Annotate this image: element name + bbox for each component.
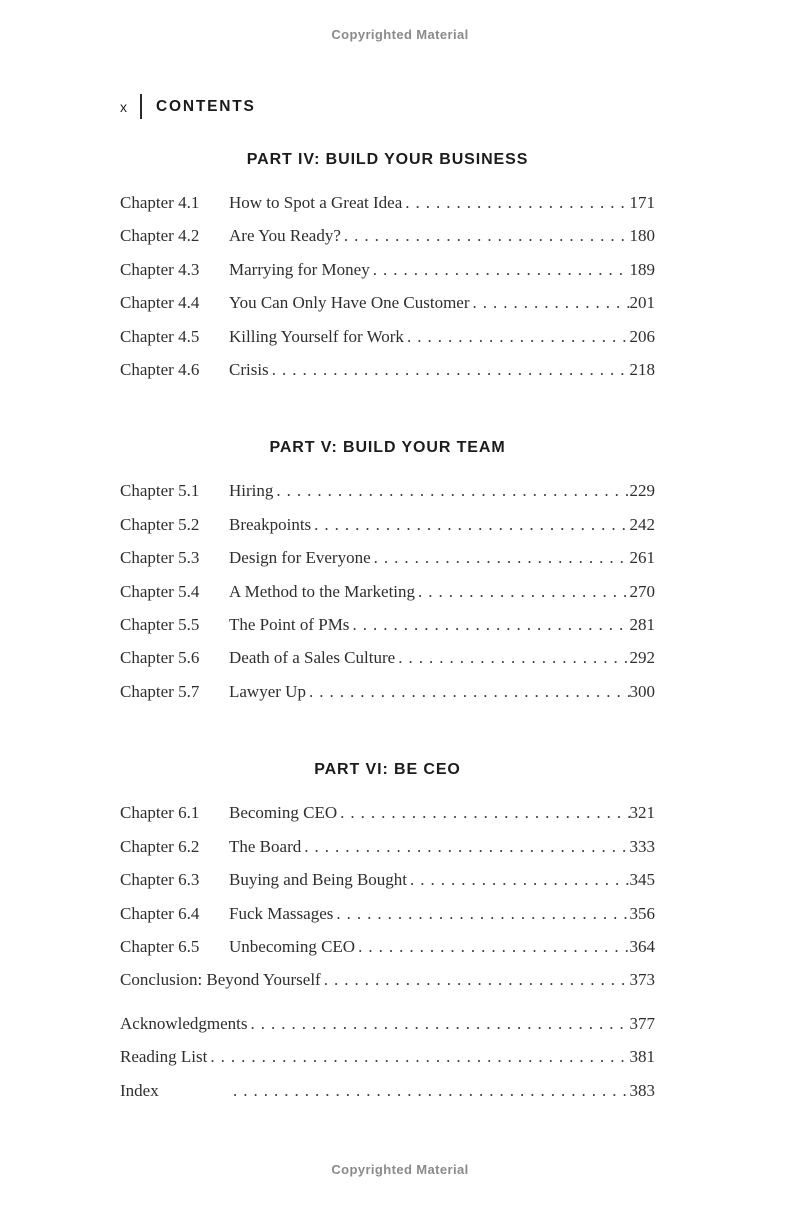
chapter-label: Chapter 6.1 — [120, 803, 200, 823]
chapter-label: Chapter 6.5 — [120, 936, 200, 956]
chapter-title: Lawyer Up — [229, 681, 306, 701]
toc-row — [120, 253, 655, 286]
toc-row — [120, 863, 655, 896]
chapter-title: You Can Only Have One Customer — [229, 293, 470, 313]
page-number: 242 — [629, 514, 655, 534]
chapter-title: How to Spot a Great Idea — [229, 193, 403, 212]
copyright-notice-top: Copyrighted Material — [331, 27, 469, 42]
toc-row — [120, 575, 655, 608]
page-number: 300 — [629, 681, 655, 701]
toc-back-matter — [120, 1007, 655, 1107]
dot-leader — [321, 963, 630, 996]
chapter-label: Chapter 5.2 — [120, 514, 200, 534]
table-of-contents — [120, 150, 655, 1107]
page-number: 381 — [629, 1047, 655, 1067]
toc-row — [120, 541, 655, 574]
chapter-label: Chapter 4.4 — [120, 293, 200, 313]
toc-row — [120, 186, 655, 219]
chapter-title: Fuck Massages — [229, 903, 334, 923]
chapter-title: The Point of PMs — [229, 615, 350, 635]
chapter-title: Death of a Sales Culture — [229, 648, 396, 668]
dot-leader — [301, 830, 629, 863]
backmatter-title: Reading List — [120, 1047, 208, 1067]
chapter-title: Unbecoming CEO — [229, 936, 356, 956]
page-number: 171 — [629, 193, 655, 212]
page-number: 377 — [629, 1013, 655, 1033]
copyright-notice-bottom: Copyrighted Material — [331, 1162, 469, 1177]
toc-row — [120, 1040, 655, 1073]
chapter-label: Chapter 5.6 — [120, 648, 200, 668]
backmatter-title: Acknowledgments — [120, 1013, 248, 1033]
chapter-title: Are You Ready? — [229, 226, 341, 246]
page-number: 229 — [629, 481, 655, 501]
page-number: 189 — [629, 259, 655, 279]
chapter-title: Marrying for Money — [229, 259, 370, 279]
toc-row — [120, 474, 655, 507]
page-number: 356 — [629, 903, 655, 923]
toc-row — [120, 1007, 655, 1040]
toc-row — [120, 320, 655, 353]
dot-leader — [415, 575, 629, 608]
chapter-label: Chapter 4.3 — [120, 259, 200, 279]
chapter-label: Chapter 6.3 — [120, 870, 200, 890]
chapter-label: Chapter 6.2 — [120, 836, 200, 856]
dot-leader — [337, 796, 629, 829]
chapter-label: Chapter 5.1 — [120, 481, 200, 501]
toc-row — [120, 897, 655, 930]
toc-row — [120, 796, 655, 829]
dot-leader — [395, 641, 629, 674]
page-number: 345 — [629, 870, 655, 890]
chapter-label: Chapter 5.3 — [120, 548, 200, 568]
dot-leader — [355, 930, 629, 963]
dot-leader — [273, 474, 629, 507]
dot-leader — [247, 1007, 629, 1040]
page-number: 206 — [629, 326, 655, 346]
chapter-label: Chapter 4.2 — [120, 226, 200, 246]
page-number: 321 — [629, 803, 655, 823]
toc-row — [120, 286, 655, 319]
page-number: 261 — [629, 548, 655, 568]
chapter-label: Chapter 4.1 — [120, 193, 200, 212]
dot-leader — [402, 186, 629, 219]
toc-row — [120, 608, 655, 641]
chapter-label: Chapter 6.4 — [120, 903, 200, 923]
chapter-title: Becoming CEO — [229, 803, 338, 823]
dot-leader — [371, 541, 630, 574]
page-number: 281 — [629, 615, 655, 635]
chapter-label: Chapter 5.5 — [120, 615, 200, 635]
page-number: 270 — [629, 581, 655, 601]
dot-leader — [311, 508, 629, 541]
dot-leader — [333, 897, 629, 930]
chapter-title: Design for Everyone — [229, 548, 371, 568]
chapter-title: The Board — [229, 836, 302, 856]
toc-row — [120, 1074, 655, 1107]
toc-row — [120, 508, 655, 541]
toc-row — [120, 219, 655, 252]
dot-leader — [404, 320, 630, 353]
page-number: 373 — [629, 970, 655, 990]
page-number: 292 — [629, 648, 655, 668]
dot-leader — [269, 353, 630, 386]
part-heading: PART IV: BUILD YOUR BUSINESS — [246, 151, 529, 168]
toc-row — [120, 830, 655, 863]
chapter-label: Chapter 4.6 — [120, 360, 200, 380]
folio-page-number: x — [120, 98, 127, 115]
chapter-label: Chapter 5.4 — [120, 581, 200, 601]
toc-row — [120, 641, 655, 674]
part-heading: PART V: BUILD YOUR TEAM — [269, 439, 506, 457]
chapter-title: Hiring — [229, 481, 274, 501]
dot-leader — [306, 675, 630, 708]
conclusion-title: Conclusion: Beyond Yourself — [120, 970, 321, 990]
running-header — [120, 94, 256, 119]
chapter-title: Killing Yourself for Work — [229, 326, 404, 346]
page-number: 333 — [629, 836, 655, 856]
chapter-title: Buying and Being Bought — [229, 870, 408, 890]
page-number: 364 — [629, 936, 655, 956]
contents-heading: CONTENTS — [156, 97, 256, 115]
header-divider — [140, 94, 142, 119]
chapter-title: Crisis — [229, 360, 269, 380]
chapter-title: Breakpoints — [229, 514, 312, 534]
toc-row — [120, 675, 655, 708]
toc-section-part-6 — [120, 760, 655, 996]
page-number: 383 — [629, 1080, 655, 1100]
dot-leader — [370, 253, 630, 286]
dot-leader — [407, 863, 629, 896]
toc-row-conclusion — [120, 963, 655, 996]
part-heading: PART VI: BE CEO — [314, 761, 461, 779]
chapter-label: Chapter 5.7 — [120, 681, 200, 701]
dot-leader — [470, 286, 630, 319]
toc-row — [120, 930, 655, 963]
chapter-label: Chapter 4.5 — [120, 326, 200, 346]
toc-section-part-4 — [120, 150, 655, 386]
dot-leader — [341, 219, 630, 252]
dot-leader — [207, 1040, 629, 1073]
dot-leader — [230, 1074, 630, 1107]
page-number: 218 — [629, 360, 655, 380]
dot-leader — [349, 608, 629, 641]
toc-section-part-5 — [120, 438, 655, 708]
page-number: 180 — [629, 226, 655, 246]
toc-row — [120, 353, 655, 386]
page-number: 201 — [629, 293, 655, 313]
backmatter-title: Index — [120, 1080, 159, 1100]
chapter-title: A Method to the Marketing — [229, 581, 416, 601]
